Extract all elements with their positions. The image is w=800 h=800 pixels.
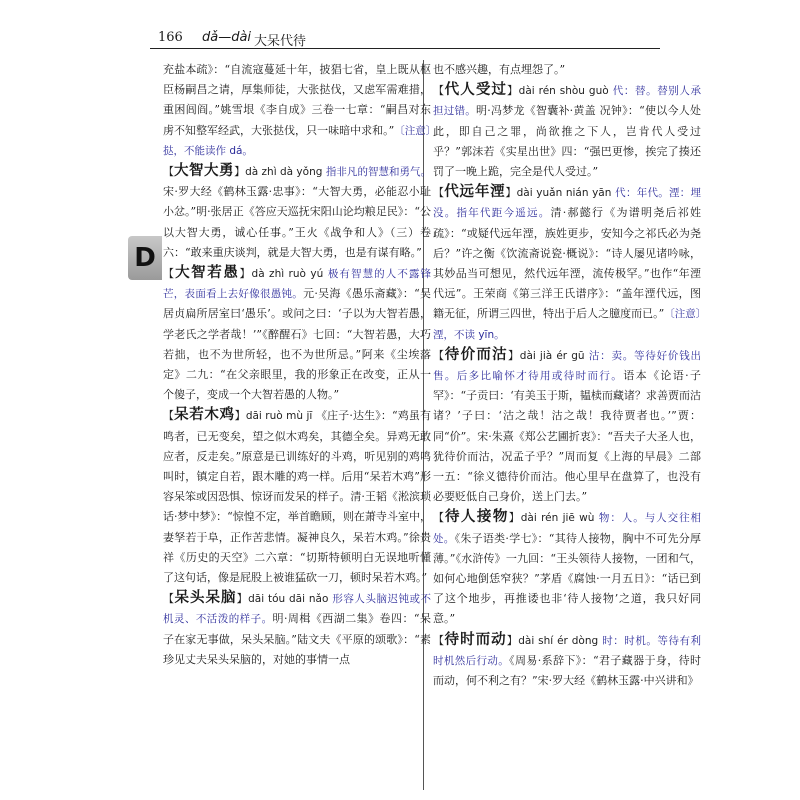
entry-definition: 形容人头脑迟钝或不机灵、不活泼的样子。 [163,593,432,626]
entry-text: 明·冯梦龙《智囊补·黄盖 况钟》：“使以今人处此，即自己之罪，尚欲推之下人，岂肯代人受过乎？”郭沫若《实星出世》四：“强巴更惨，挨完了揍还罚了一晚上跪，完全是代人受过。” [433,104,701,179]
dictionary-entry: 【待时而动】dài shí ér dòng 时：时机。等待有利时机然后行动。《周易·系辞下》：“君子藏器于身，待时而动，何不利之有？”宋·罗大经《鹤林玉露·中兴讲和》 [433,630,702,688]
entry-pinyin: dāi tóu dāi nǎo [248,593,329,606]
dictionary-entry: 【大智大勇】dà zhì dà yǒng 指非凡的智慧和勇气。宋·罗大经《鹤林玉露·忠事》：“大智大勇，必能忍小耻小忿。”明·张居正《答应天巡抚宋阳山论均粮足民》：“公以大智大勇，诚心任事。”王火《战争和人》（三）卷六：“敢来重庆谈判，就是大智大勇，也是有谋有略。” [163,162,432,259]
entry-headword: 呆若木鸡 [174,406,235,424]
dictionary-entry: 【代远年湮】dài yuǎn nián yān 代：年代。湮：埋没。指年代距今遥远。清·郝懿行《为谱明尧后祁姓疏》：“或疑代远年湮，族姓更步，安知今之祁氏必为尧后？”许之衡《饮流斋说瓷·概说》：“诗人屡见诸吟咏，其妙品当可想见，然代远年湮，流传极罕。”也作“年湮代远”。王荣商《第三洋王氏谱序》：“盖年湮代远，图籍无征，所谓三四世，特出于后人之臆度而已。”〔注意〕湮，不读 yīn。 [433,183,702,341]
entry-text: 清·郝懿行《为谱明尧后祁姓疏》：“或疑代远年湮，族姓更步，安知今之祁氏必为尧后？”许之衡《饮流斋说瓷·概说》：“诗人屡见诸吟咏，其妙品当可想见，然代远年湮，流传极罕。”也作“年湮代远”。王荣商《第三洋王氏谱序》：“盖年湮代远，图籍无征，所谓三四世，特出于后人之臆度而已。” [433,206,701,321]
entry-text: 《庄子·达生》：“鸡虽有鸣者，已无变矣，望之似木鸡矣，其德全矣。异鸡无敢应者，反走矣。”原意是已训练好的斗鸡，听见别的鸡鸣叫时，镇定自若，跟木雕的鸡一样。后用“呆若木鸡”形容呆笨或因恐惧、惊讶而发呆的样子。清·王韬《淞滨琐话·梦中梦》：“惊惶不定，举首瞻顾，则在萧寺斗室中，妻孥若于阜，正作苦悲情。凝神良久，呆若木鸡。”徐贵祥《历史的天空》二六章：“切斯特顿明白无误地听懂了这句话，像是屁股上被谁猛砍一刀，顿时呆若木鸡。” [163,409,432,585]
left-column [163,60,431,670]
entry-text: 宋·罗大经《鹤林玉露·忠事》：“大智大勇，必能忍小耻小忿。”明·张居正《答应天巡抚宋阳山论均粮足民》：“公以大智大勇，诚心任事。”王火《战争和人》（三）卷六：“敢来重庆谈判，就是大智大勇，也是有谋有略。” [163,185,431,259]
entry-pinyin: dài rén jiē wù [520,512,595,525]
entry-definition: 指非凡的智慧和勇气。 [325,166,432,179]
entry-definition: 沽：卖。等待好价钱出售。后多比喻怀才待用或待时而行。 [433,349,702,383]
entry-headword: 待价而沽 [444,345,508,363]
entry-continuation [163,60,431,161]
entry-definition: 代：替。替别人承担过错。 [433,85,702,118]
letter-thumb-tab: D [128,236,162,280]
entry-headword: 代远年湮 [444,183,506,201]
entry-pinyin: dà zhì ruò yú [251,268,324,281]
entry-headword: 待时而动 [444,630,507,648]
entry-continuation [433,60,701,80]
entry-headword: 待人接物 [444,508,509,526]
entry-text: 《朱子语类·学七》：“其待人接物，胸中不可先分厚薄。”《水浒传》一九回：“王头领待人接物，一团和气，如何心地倒恁窄狭？”茅盾《腐蚀·一月五日》：“话已到了这个地步，再推诿也非‘待人接物’之道，我只好同意。” [433,531,702,626]
entry-headword: 代人受过 [444,81,508,99]
entry-pinyin: dà zhì dà yǒng [245,166,323,179]
entry-headword: 呆头呆脑 [174,589,237,607]
entry-text: 明·周楫《西湖二集》卷四：“呆子在家无事做，呆头呆脑。”陆文夫《平原的颂歌》：“素珍见丈夫呆头呆脑的，对她的事情一点 [163,612,431,666]
title-range: 大呆代待 [254,34,307,49]
entry-text: 充盐本疏》：“自流寇蔓延十年，披猖七省，皇上既从枢臣杨嗣昌之请，厚集师徒，大张挞伐，又虑军需难措，重困闾阎。”姚雪垠《李自成》三卷一七章：“嗣昌对东虏不知整军经武，大张挞伐，只一味暗中求和。” [163,63,431,137]
entry-text: 也不感兴趣，有点埋怨了。” [433,63,566,76]
dictionary-entry: 【待价而沽】dài jià ér gū 沽：卖。等待好价钱出售。后多比喻怀才待用或待时而行。语本《论语·子罕》：“子贡曰：‘有美玉于斯，韫椟而藏诸？求善贾而沽诸？’子曰：‘沽之哉！沽之哉！我待贾者也。’”贾：同“价”。宋·朱熹《郑公艺圃折衷》：“吾夫子大圣人也，犹待价而沽，况孟子乎？”周而复《上海的早晨》二部一五：“徐义德待价而沽。他心里早在盘算了，也没有必要贬低自己身价，送上门去。” [433,345,702,504]
entry-definition: 代：年代。湮：埋没。指年代距今遥远。 [433,187,702,220]
entry-headword: 大智若愚 [175,264,240,282]
entry-text: 元·吴海《愚乐斋藏》：“吴居贞扁所居室曰‘愚乐’。或问之曰：‘子以为大智若愚，学老氏之学者哉！’”《醉醒石》七回：“大智若愚，大巧若拙，也不为世所轻，也不为世所忌。”阿来《尘埃落定》二九：“在父亲眼里，我的形象正在改变，正从一个傻子，变成一个大智若愚的人物。” [163,287,431,402]
pinyin-range: dǎ—dài [202,30,252,45]
entry-pinyin: dài jià ér gū [519,349,585,362]
dictionary-entry: 【呆头呆脑】dāi tóu dāi nǎo 形容人头脑迟钝或不机灵、不活泼的样子。明·周楫《西湖二集》卷四：“呆子在家无事做，呆头呆脑。”陆文夫《平原的颂歌》：“素珍见丈夫呆头呆脑的，对她的事情一点 [163,589,432,666]
entry-definition: 时：时机。等待有利时机然后行动。 [433,634,702,667]
page-header [150,26,660,49]
entry-text: 《周易·系辞下》：“君子藏器于身，待时而动，何不利之有？”宋·罗大经《鹤林玉露·中兴讲和》 [433,653,701,688]
dictionary-entry: 【待人接物】dài rén jiē wù 物：人。与人交往相处。《朱子语类·学七》：“其待人接物，胸中不可先分厚薄。”《水浒传》一九回：“王头领待人接物，一团和气，如何心地倒恁窄狭？”茅盾《腐蚀·一月五日》：“话已到了这个地步，再推诿也非‘待人接物’之道，我只好同意。” [433,508,702,626]
entry-pinyin: dài yuǎn nián yān [516,187,612,200]
entry-pinyin: dāi ruò mù jī [245,410,313,423]
right-column [433,60,701,691]
entry-text: 语本《论语·子罕》：“子贡曰：‘有美玉于斯，韫椟而藏诸？求善贾而沽诸？’子曰：‘沽之哉！沽之哉！我待贾者也。’”贾：同“价”。宋·朱熹《郑公艺圃折衷》：“吾夫子大圣人也，犹待价而沽，况孟子乎？”周而复《上海的早晨》二部一五：“徐义德待价而沽。他心里早在盘算了，也没有必要贬低自己身价，送上门去。” [433,369,702,504]
entry-pinyin: dài rén shòu guò [518,85,609,98]
entry-definition: 物：人。与人交往相处。 [433,512,702,545]
entry-usage-note: 〔注意〕挞，不能读作 dá。 [163,124,432,157]
entry-headword: 大智大勇 [174,162,235,180]
entry-pinyin: dài shí ér dòng [518,634,599,647]
dictionary-entry: 【呆若木鸡】dāi ruò mù jī 《庄子·达生》：“鸡虽有鸣者，已无变矣，望之似木鸡矣，其德全矣。异鸡无敢应者，反走矣。”原意是已训练好的斗鸡，听见别的鸡鸣叫时，镇定自若，跟木雕的鸡一样。后用“呆若木鸡”形容呆笨或因恐惧、惊讶而发呆的样子。清·王韬《淞滨琐话·梦中梦》：“惊惶不定，举首瞻顾，则在萧寺斗室中，妻孥若于阜，正作苦悲情。凝神良久，呆若木鸡。”徐贵祥《历史的天空》二六章：“切斯特顿明白无误地听懂了这句话，像是屁股上被谁猛砍一刀，顿时呆若木鸡。” [163,406,432,585]
dictionary-entry: 【代人受过】dài rén shòu guò 代：替。替别人承担过错。明·冯梦龙《智囊补·黄盖 况钟》：“使以今人处此，即自己之罪，尚欲推之下人，岂肯代人受过乎？”郭沫若《实星出世》四：“强巴更惨，挨完了揍还罚了一晚上跪，完全是代人受过。” [433,81,702,179]
entry-definition: 极有智慧的人不露锋芒，表面看上去好像很愚钝。 [163,268,432,301]
page-number: 166 [158,30,183,45]
entry-usage-note: 〔注意〕湮，不读 yīn。 [433,308,702,341]
dictionary-entry: 【大智若愚】dà zhì ruò yú 极有智慧的人不露锋芒，表面看上去好像很愚钝。元·吴海《愚乐斋藏》：“吴居贞扁所居室曰‘愚乐’。或问之曰：‘子以为大智若愚，学老氏之学者哉！’”《醉醒石》七回：“大智若愚，大巧若拙，也不为世所轻，也不为世所忌。”阿来《尘埃落定》二九：“在父亲眼里，我的形象正在改变，正从一个傻子，变成一个大智若愚的人物。” [163,264,432,402]
